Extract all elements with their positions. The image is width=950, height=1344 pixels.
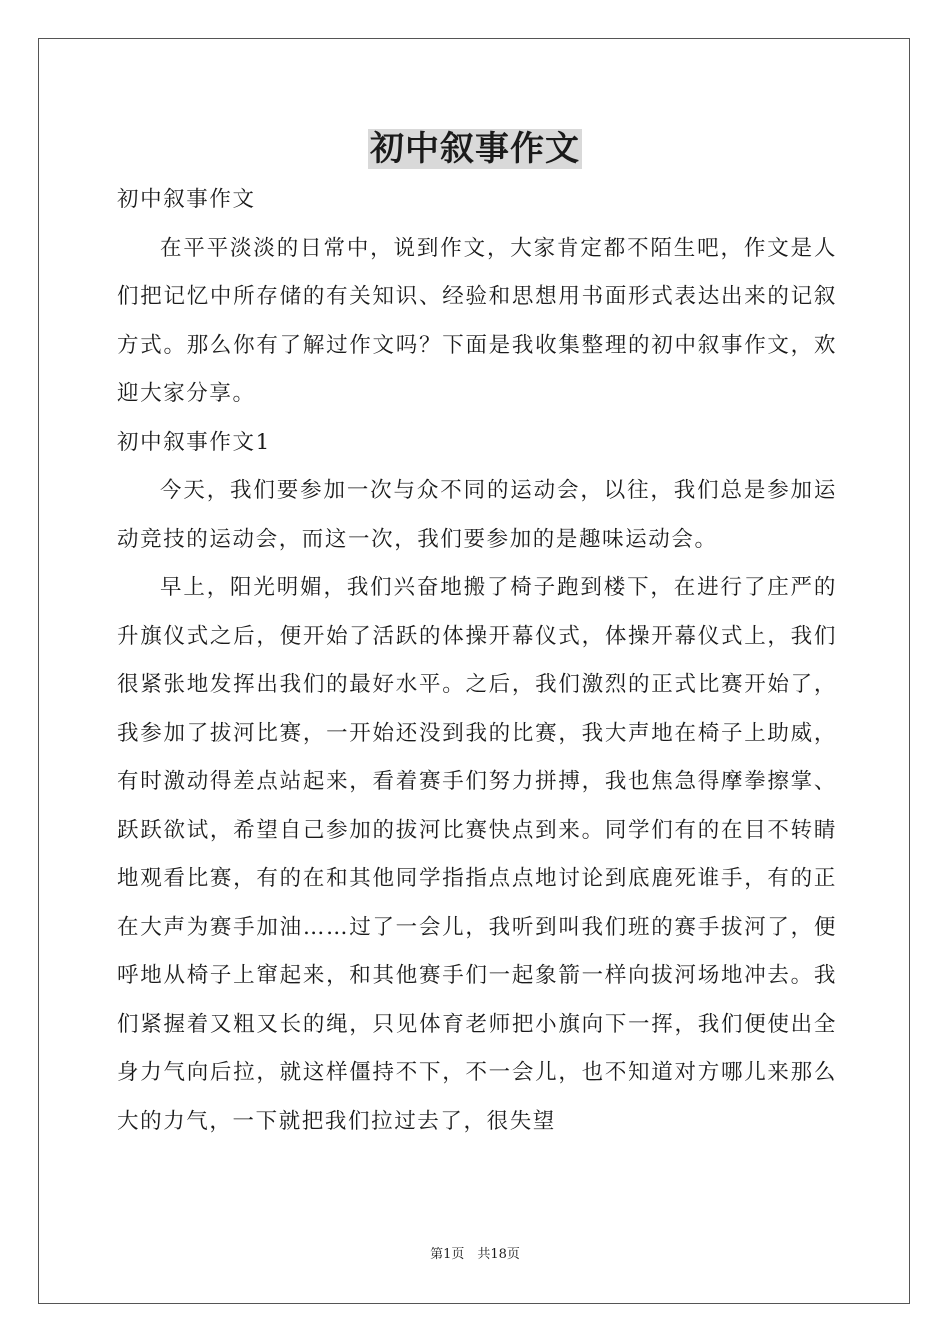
intro-paragraph: 在平平淡淡的日常中，说到作文，大家肯定都不陌生吧，作文是人们把记忆中所存储的有关知识、经验和思想用书面形式表达出来的记叙方式。那么你有了解过作文吗？下面是我收集整理的初中叙事作文，欢迎大家分享。: [117, 235, 837, 406]
document-body: [117, 176, 837, 1146]
document-title: [0, 128, 950, 170]
page-footer: [0, 1246, 950, 1264]
document-title-text: 初中叙事作文: [370, 129, 580, 169]
subtitle-paragraph: 初中叙事作文: [117, 187, 256, 212]
section-heading: 初中叙事作文1: [117, 429, 271, 455]
page-number: 第1页 共18页: [430, 1247, 520, 1262]
body-paragraph: 早上，阳光明媚，我们兴奋地搬了椅子跑到楼下，在进行了庄严的升旗仪式之后，便开始了活跃的体操开幕仪式，体操开幕仪式上，我们很紧张地发挥出我们的最好水平。之后，我们激烈的正式比赛开始了，我参加了拔河比赛，一开始还没到我的比赛，我大声地在椅子上助威，有时激动得差点站起来，看着赛手们努力拼搏，我也焦急得摩拳擦掌、跃跃欲试，希望自己参加的拔河比赛快点到来。同学们有的在目不转睛地观看比赛，有的在和其他同学指指点点地讨论到底鹿死谁手，有的正在大声为赛手加油……过了一会儿，我听到叫我们班的赛手拔河了，便呼地从椅子上窜起来，和其他赛手们一起象箭一样向拔河场地冲去。我们紧握着又粗又长的绳，只见体育老师把小旗向下一挥，我们便使出全身力气向后拉，就这样僵持不下，不一会儿，也不知道对方哪儿来那么大的力气，一下就把我们拉过去了，很失望: [117, 575, 837, 1134]
body-paragraph: 今天，我们要参加一次与众不同的运动会，以往，我们总是参加运动竞技的运动会，而这一次，我们要参加的是趣味运动会。: [117, 478, 837, 552]
